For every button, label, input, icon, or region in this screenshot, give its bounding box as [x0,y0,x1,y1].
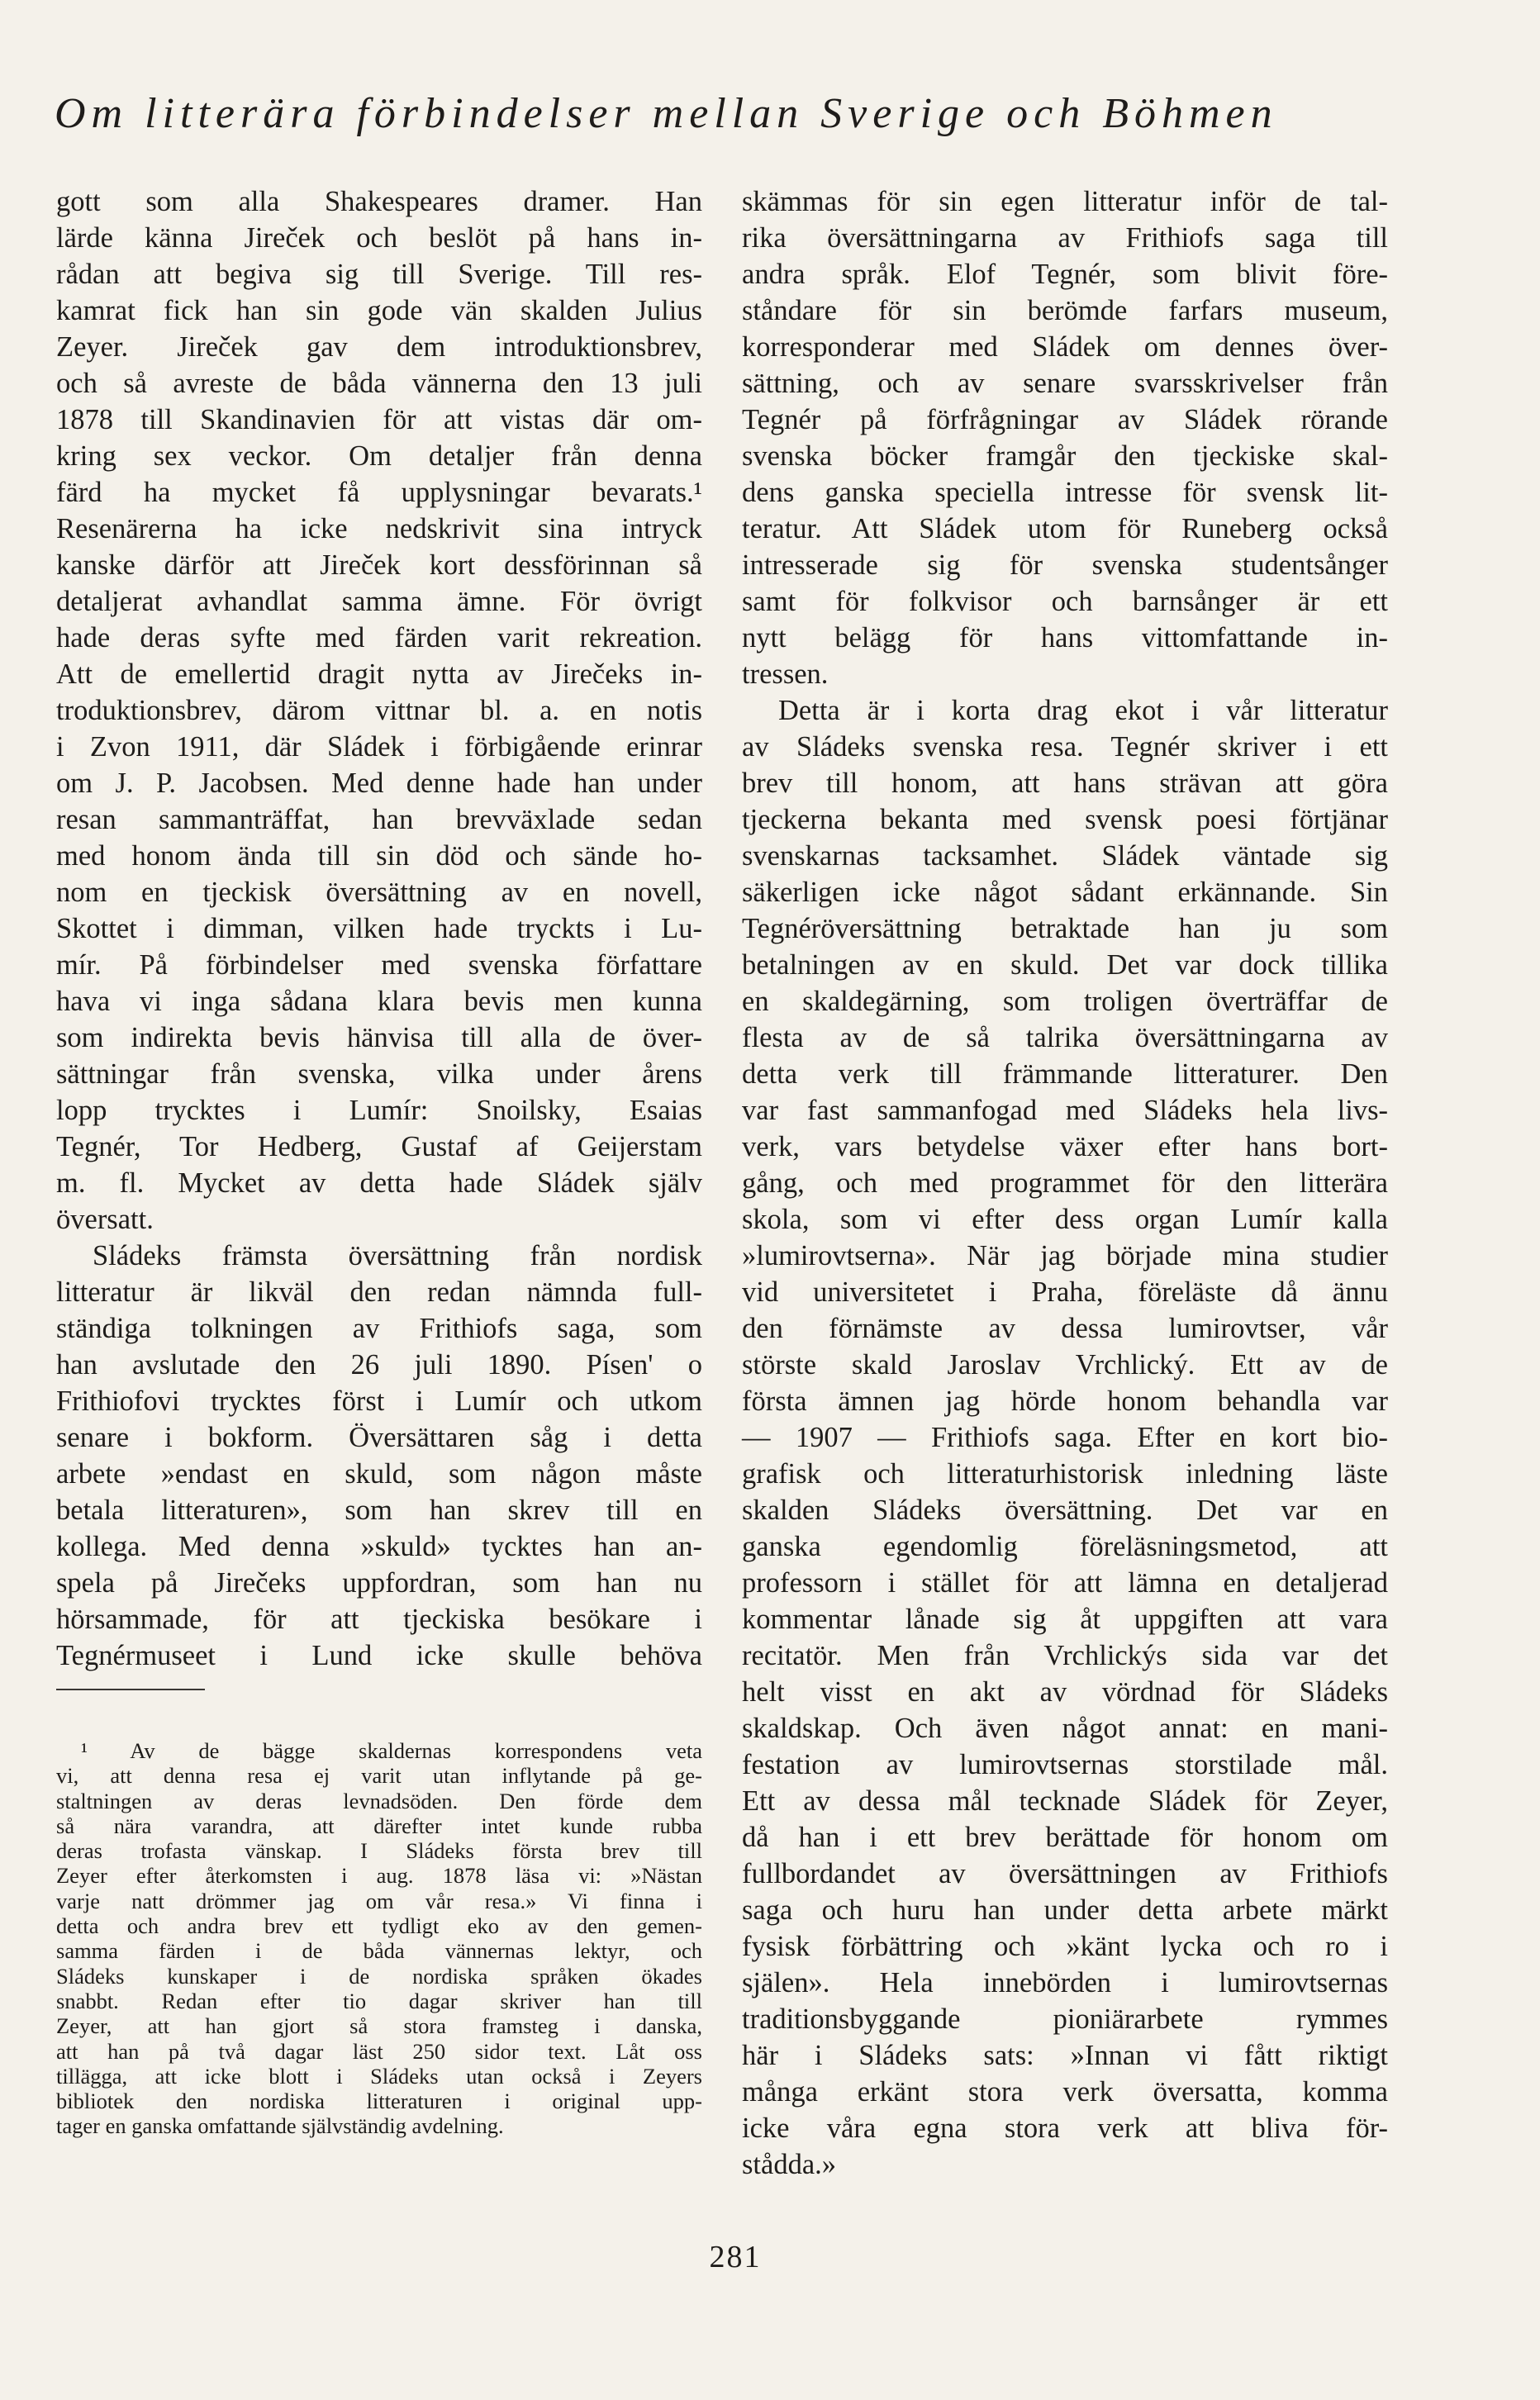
text-line: sättning, och av senare svarsskrivelser från [742,368,1388,399]
text-line: ständiga tolkningen av Frithiofs saga, som [56,1313,702,1344]
footnote-line: vi, att denna resa ej varit utan inflytande på ge- [56,1763,702,1789]
text-line: litteratur är likväl den redan nämnda full- [56,1276,702,1308]
text-line: Sládeks främsta översättning från nordisk [93,1240,702,1271]
right-column [742,183,1388,2183]
text-line: samt för folkvisor och barnsånger är ett [742,586,1388,617]
footnote-line: så nära varandra, att därefter intet kunde rubba [56,1813,702,1838]
text-line: översatt. [56,1204,154,1235]
text-line: kring sex veckor. Om detaljer från denna [56,440,702,472]
text-line: recitatör. Men från Vrchlickýs sida var det [742,1640,1388,1671]
footnote-line: staltningen av deras levnadsöden. Den förde dem [56,1788,702,1813]
text-line: kanske därför att Jireček kort dessförinnan så [56,549,702,581]
text-line: grafisk och litteraturhistorisk inledning läste [742,1458,1388,1490]
text-line: verk, vars betydelse växer efter hans bort- [742,1131,1388,1162]
footnote-line: bibliotek den nordiska litteraturen i original upp- [56,2089,702,2114]
text-line: helt visst en akt av vördnad för Sládeks [742,1676,1388,1708]
text-line: hade deras syfte med färden varit rekreation. [56,622,702,653]
text-line: stådda.» [742,2149,837,2180]
text-line: tjeckerna bekanta med svensk poesi förtjänar [742,804,1388,835]
text-line: skaldskap. Och även något annat: en mani- [742,1713,1388,1744]
text-line: med honom ända till sin död och sände ho- [56,840,702,872]
text-line: Ett av dessa mål tecknade Sládek för Zeyer, [742,1785,1388,1817]
page-number: 281 [709,2240,762,2274]
footnote-line: detta och andra brev ett tydligt eko av den gemen- [56,1913,702,1939]
text-line: den förnämste av dessa lumirovtser, vår [742,1313,1388,1344]
text-line: dens ganska speciella intresse för svensk lit- [742,477,1388,508]
text-line: festation av lumirovtsernas storstilade mål. [742,1749,1388,1780]
text-line: nom en tjeckisk översättning av en novell, [56,877,702,908]
text-line: spela på Jirečeks uppfordran, som han nu [56,1567,702,1599]
footnote-line: att han på två dagar läst 250 sidor text. Låt oss [56,2038,702,2064]
text-line: skämmas för sin egen litteratur inför de tal- [742,186,1388,217]
text-line: och så avreste de båda vännerna den 13 juli [56,368,702,399]
footnote-line: tillägga, att icke blott i Sládeks utan också i Zeyers [56,2063,702,2089]
text-line: icke våra egna stora verk att bliva för- [742,2112,1388,2144]
text-line: svenska böcker framgår den tjeckiske skal- [742,440,1388,472]
left-column [56,183,702,1674]
text-line: detaljerat avhandlat samma ämne. För övrigt [56,586,702,617]
text-line: lärde känna Jireček och beslöt på hans in- [56,222,702,254]
text-line: av Sládeks svenska resa. Tegnér skriver i ett [742,731,1388,763]
text-line: rika översättningarna av Frithiofs saga till [742,222,1388,254]
text-line: var fast sammanfogad med Sládeks hela livs- [742,1095,1388,1126]
text-line: han avslutade den 26 juli 1890. Písen' o [56,1349,702,1381]
text-line: flesta av de så talrika översättningarna av [742,1022,1388,1053]
text-line: 1878 till Skandinavien för att vistas där om- [56,404,702,435]
text-line: andra språk. Elof Tegnér, som blivit före- [742,259,1388,290]
text-line: första ämnen jag hörde honom behandla var [742,1385,1388,1417]
text-line: saga och huru han under detta arbete märkt [742,1894,1388,1926]
footnote-line: deras trofasta vänskap. I Sládeks första brev till [56,1838,702,1864]
text-line: Tegnéröversättning betraktade han ju som [742,913,1388,944]
text-line: om J. P. Jacobsen. Med denne hade han under [56,768,702,799]
text-line: Tegnér på förfrågningar av Sládek rörande [742,404,1388,435]
text-line: Att de emellertid dragit nytta av Jirečeks in- [56,658,702,690]
text-line: färd ha mycket få upplysningar bevarats.¹ [56,477,702,508]
text-line: teratur. Att Sládek utom för Runeberg också [742,513,1388,544]
footnote-line: Zeyer efter återkomsten i aug. 1878 läsa vi: »Nästan [56,1863,702,1889]
footnote-line: tager en ganska omfattande självständig avdelning. [56,2113,504,2139]
text-line: hörsammade, för att tjeckiska besökare i [56,1604,702,1635]
text-line: fysisk förbättring och »känt lycka och ro i [742,1931,1388,1962]
text-line: som indirekta bevis hänvisa till alla de över- [56,1022,702,1053]
text-line: störste skald Jaroslav Vrchlický. Ett av de [742,1349,1388,1381]
text-line: Tegnérmuseet i Lund icke skulle behöva [56,1640,702,1671]
text-line: »lumirovtserna». När jag började mina studier [742,1240,1388,1271]
text-line: Resenärerna ha icke nedskrivit sina intryck [56,513,702,544]
text-line: mír. På förbindelser med svenska författare [56,949,702,981]
text-line: Skottet i dimman, vilken hade tryckts i Lu- [56,913,702,944]
text-line: brev till honom, att hans strävan att göra [742,768,1388,799]
text-line: fullbordandet av översättningen av Frithiofs [742,1858,1388,1889]
text-line: arbete »endast en skuld, som någon måste [56,1458,702,1490]
text-line: skalden Sládeks översättning. Det var en [742,1495,1388,1526]
text-line: kommentar lånade sig åt uppgiften att vara [742,1604,1388,1635]
text-line: rådan att begiva sig till Sverige. Till res- [56,259,702,290]
text-line: senare i bokform. Översättaren såg i detta [56,1422,702,1453]
footnote-line: snabbt. Redan efter tio dagar skriver han till [56,1988,702,2013]
text-line: nytt belägg för hans vittomfattande in- [742,622,1388,653]
text-line: professorn i stället för att lämna en detaljerad [742,1567,1388,1599]
text-line: betala litteraturen», som han skrev till en [56,1495,702,1526]
text-line: gång, och med programmet för den litterära [742,1167,1388,1199]
text-line: — 1907 — Frithiofs saga. Efter en kort bio- [742,1422,1388,1453]
text-line: svenskarnas tacksamhet. Sládek väntade sig [742,840,1388,872]
text-line: gott som alla Shakespeares dramer. Han [56,186,702,217]
footnote-line: Sládeks kunskaper i de nordiska språken ökades [56,1963,702,1989]
text-line: kollega. Med denna »skuld» tycktes han an- [56,1531,702,1562]
text-line: traditionsbyggande pioniärarbete rymmes [742,2003,1388,2035]
text-line: ståndare för sin berömde farfars museum, [742,295,1388,326]
text-line: då han i ett brev berättade för honom om [742,1822,1388,1853]
footnote-line: varje natt drömmer jag om vår resa.» Vi finna i [56,1888,702,1913]
text-line: lopp trycktes i Lumír: Snoilsky, Esaias [56,1095,702,1126]
text-line: kamrat fick han sin gode vän skalden Julius [56,295,702,326]
text-line: tressen. [742,658,829,690]
text-line: många erkänt stora verk översatta, komma [742,2076,1388,2108]
text-line: Detta är i korta drag ekot i vår litteratur [778,695,1388,726]
text-line: sättningar från svenska, vilka under årens [56,1058,702,1090]
footnote-rule [56,1689,205,1690]
text-line: vid universitetet i Praha, föreläste då ännu [742,1276,1388,1308]
text-line: intresserade sig för svenska studentsånger [742,549,1388,581]
text-line: en skaldegärning, som troligen överträffar de [742,986,1388,1017]
text-line: resan sammanträffat, han brevväxlade sedan [56,804,702,835]
text-line: ganska egendomlig föreläsningsmetod, att [742,1531,1388,1562]
text-line: själen». Hela innebörden i lumirovtsernas [742,1967,1388,1998]
text-line: skola, som vi efter dess organ Lumír kalla [742,1204,1388,1235]
footnote-block [56,1738,702,2139]
text-line: m. fl. Mycket av detta hade Sládek själv [56,1167,702,1199]
text-line: i Zvon 1911, där Sládek i förbigående erinrar [56,731,702,763]
text-line: Tegnér, Tor Hedberg, Gustaf af Geijerstam [56,1131,702,1162]
footnote-line: Zeyer, att han gjort så stora framsteg i danska, [56,2013,702,2039]
text-line: säkerligen icke något sådant erkännande. Sin [742,877,1388,908]
running-head: Om litterära förbindelser mellan Sverige och Böhmen [55,90,1278,137]
text-line: Zeyer. Jireček gav dem introduktionsbrev, [56,331,702,363]
text-line: detta verk till främmande litteraturer. Den [742,1058,1388,1090]
text-line: korresponderar med Sládek om dennes över- [742,331,1388,363]
footnote-line: ¹ Av de bägge skaldernas korrespondens veta [81,1738,702,1763]
text-line: troduktionsbrev, därom vittnar bl. a. en notis [56,695,702,726]
text-line: Frithiofovi trycktes först i Lumír och utkom [56,1385,702,1417]
footnote-line: samma färden i de båda vännernas lektyr, och [56,1938,702,1964]
text-line: betalningen av en skuld. Det var dock tillika [742,949,1388,981]
text-line: hava vi inga sådana klara bevis men kunna [56,986,702,1017]
text-line: här i Sládeks sats: »Innan vi fått riktigt [742,2040,1388,2071]
